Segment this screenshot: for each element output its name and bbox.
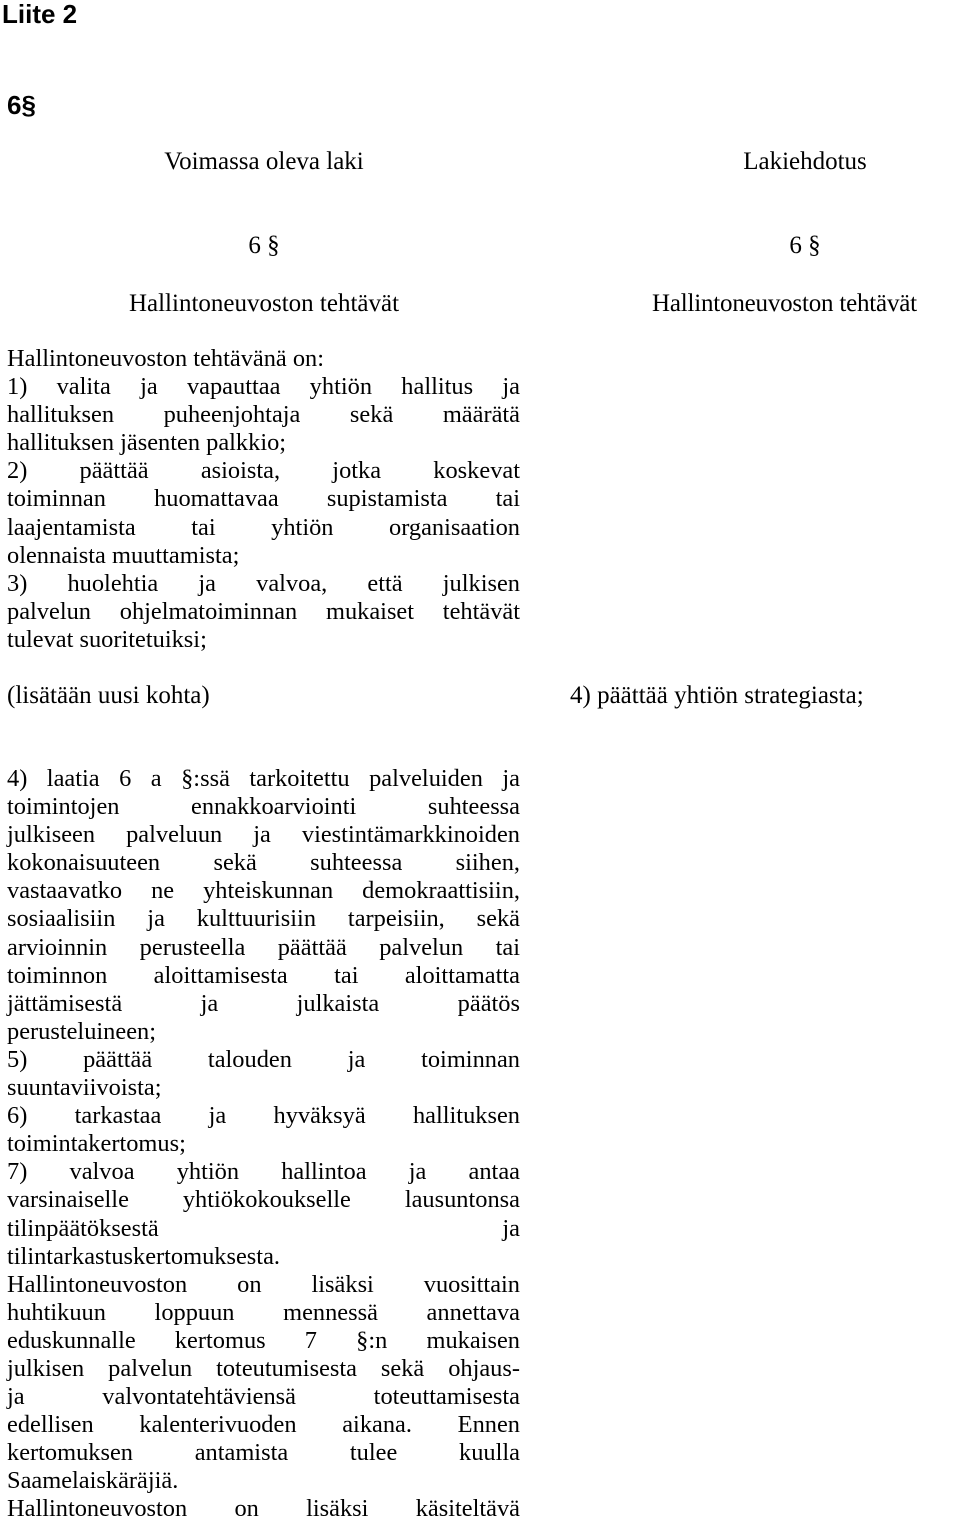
text-line: hallituksen puheenjohtaja sekä määrätä [7, 401, 520, 429]
text-line: toiminnon aloittamisesta tai aloittamatta [7, 961, 520, 989]
text-line: suuntaviivoista; [7, 1074, 162, 1102]
text-line: kertomuksen antamista tulee kuulla [7, 1439, 520, 1467]
text-line: tilinpäätöksestä ja [7, 1214, 520, 1242]
text-line: toimintojen ennakkoarviointi suhteessa [7, 793, 520, 821]
text-line: julkisen palvelun toteutumisesta sekä ohjaus- [7, 1354, 520, 1382]
current-section-number: 6 § [248, 232, 280, 259]
text-line: laajentamista tai yhtiön organisaation [7, 513, 520, 541]
text-line: 1) valita ja vapauttaa yhtiön hallitus ja [7, 373, 520, 401]
text-line: eduskunnalle kertomus 7 §:n mukaisen [7, 1326, 520, 1354]
proposal-heading: Lakiehdotus [743, 148, 867, 175]
proposal-section-number: 6 § [789, 232, 821, 259]
text-line: tulevat suoritetuiksi; [7, 625, 207, 653]
section-heading: 6§ [7, 90, 36, 120]
text-line: Hallintoneuvoston on lisäksi vuosittain [7, 1270, 520, 1298]
text-line: ja valvontatehtäviensä toteuttamisesta [7, 1383, 520, 1411]
text-line: varsinaiselle yhtiökokoukselle lausuntonsa [7, 1186, 520, 1214]
text-line: arvioinnin perusteella päättää palvelun tai [7, 933, 520, 961]
text-line: vastaavatko ne yhteiskunnan demokraattisiin, [7, 877, 520, 905]
text-line: olennaista muuttamista; [7, 541, 240, 569]
text-line: huhtikuun loppuun mennessä annettava [7, 1298, 520, 1326]
text-line: 3) huolehtia ja valvoa, että julkisen [7, 569, 520, 597]
text-line: 4) laatia 6 a §:ssä tarkoitettu palveluiden ja [7, 765, 520, 792]
text-line: Saamelaiskäräjiä. [7, 1467, 179, 1495]
text-line: toimintakertomus; [7, 1130, 186, 1158]
current-section-title: Hallintoneuvoston tehtävät [128, 290, 400, 317]
text-line: toiminnan huomattavaa supistamista tai [7, 485, 520, 513]
text-line: 5) päättää talouden ja toiminnan [7, 1045, 520, 1073]
proposal-point-4: 4) päättää yhtiön strategiasta; [570, 682, 864, 709]
text-line: Hallintoneuvoston on lisäksi käsiteltävä [7, 1495, 520, 1523]
current-law-text-block-2 [7, 765, 520, 1524]
text-line: 6) tarkastaa ja hyväksyä hallituksen [7, 1102, 520, 1130]
text-line: 7) valvoa yhtiön hallintoa ja antaa [7, 1158, 520, 1186]
attachment-label: Liite 2 [2, 0, 78, 29]
added-point-note: (lisätään uusi kohta) [7, 682, 210, 709]
text-line: 2) päättää asioista, jotka koskevat [7, 457, 520, 485]
text-line: kokonaisuuteen sekä suhteessa siihen, [7, 849, 520, 877]
text-line: jättämisestä ja julkaista päätös [7, 989, 520, 1017]
current-law-text-block-1 [7, 345, 520, 654]
text-line: sosiaalisiin ja kulttuurisiin tarpeisiin, sekä [7, 905, 520, 933]
text-line: tilintarkastuskertomuksesta. [7, 1242, 280, 1270]
text-line: hallituksen jäsenten palkkio; [7, 429, 287, 457]
text-line: palvelun ohjelmatoiminnan mukaiset tehtävät [7, 597, 520, 625]
current-law-heading: Voimassa oleva laki [164, 148, 364, 175]
text-line: Hallintoneuvoston tehtävänä on: [7, 345, 325, 372]
text-line: edellisen kalenterivuoden aikana. Ennen [7, 1411, 520, 1439]
text-line: perusteluineen; [7, 1017, 156, 1045]
proposal-section-title: Hallintoneuvoston tehtävät [652, 290, 917, 317]
text-line: julkiseen palveluun ja viestintämarkkinoiden [7, 821, 520, 849]
